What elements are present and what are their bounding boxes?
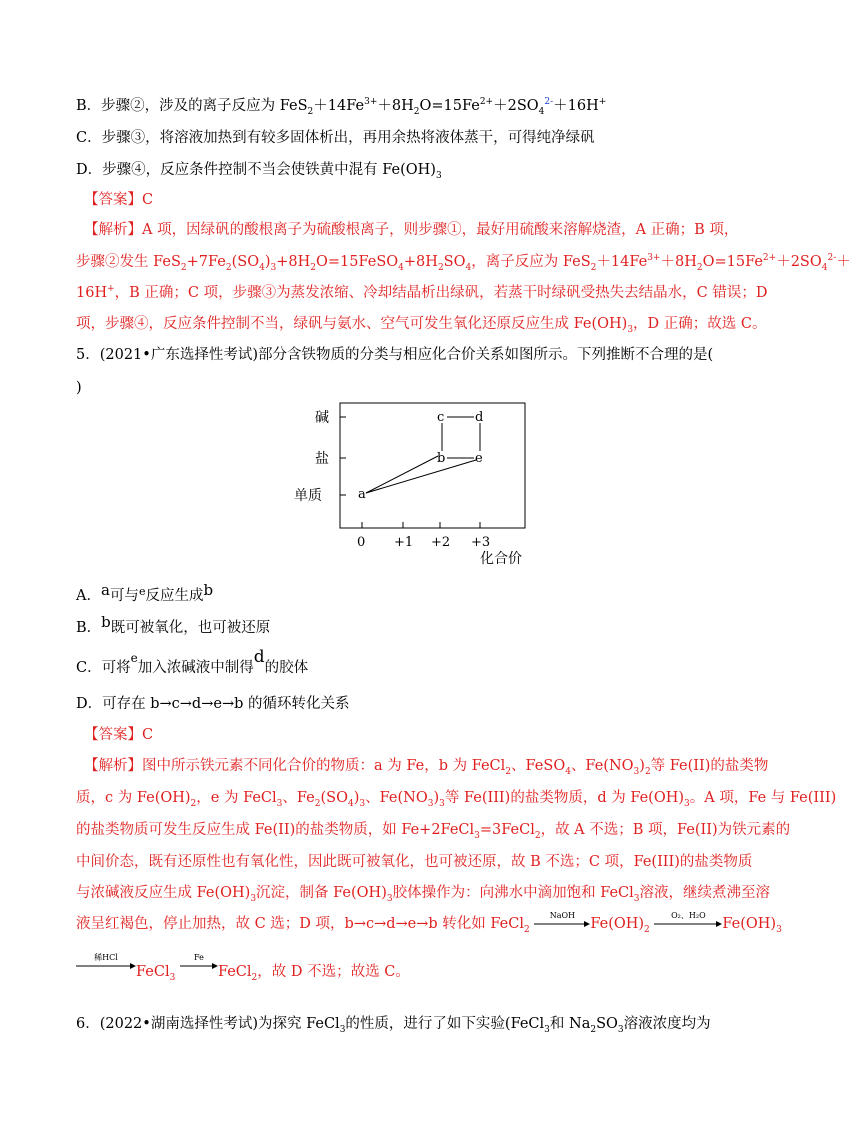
explanation-label: 【解析】 bbox=[84, 758, 142, 774]
q4-explanation-line-3: 16H+，B 正确；C 项，步骤③为蒸发浓缩、冷却结晶析出绿矾，若蒸干时绿矾受热失去结晶水，C 错误；D bbox=[76, 284, 768, 301]
diagram-svg bbox=[290, 395, 550, 565]
arrow-label: 稀HCl bbox=[94, 953, 118, 962]
q4-option-b: B．步骤②，涉及的离子反应为 $FeS_2+14Fe^{3+}+8H_2O=15Fe^{2+}+2SO_4^{2-}+16H^+$ bbox=[76, 97, 607, 117]
q5-stem-line-2: ) bbox=[76, 380, 82, 396]
x-tick-2: +2 bbox=[431, 535, 451, 550]
symbol-d: d bbox=[253, 647, 265, 667]
reaction-arrow-naoh bbox=[534, 911, 590, 928]
reaction-arrow-hcl bbox=[76, 953, 136, 970]
option-text: 的胶体 bbox=[264, 660, 309, 676]
q5-option-d: D．可存在 b→c→d→e→b 的循环转化关系 bbox=[76, 696, 350, 712]
q5-explanation-line-7 bbox=[76, 953, 410, 983]
arrow-label: NaOH bbox=[549, 911, 575, 920]
option-text: 既可被氧化，也可被还原 bbox=[110, 620, 271, 636]
q5-explanation-line-4: 中间价态，既有还原性也有氧化性，因此既可被氧化，也可被还原，故 B 不选；C 项，Fe(III)的盐类物质 bbox=[76, 854, 753, 870]
explanation-text: FeCl$_2$，故 D 不选；故选 C。 bbox=[217, 964, 410, 983]
point-b: b bbox=[437, 451, 446, 466]
option-letter: A． bbox=[76, 588, 101, 604]
q5-explanation-line-1 bbox=[84, 756, 768, 776]
q5-explanation-line-2: 质，c 为 $Fe(OH)_2$，e 为 FeCl$_3$、$Fe_2(SO_4)_3$、$Fe(NO_3)_3$等 Fe(III)的盐类物质，d 为 $Fe(OH)_3$。A 项，Fe 与 Fe(III) bbox=[76, 790, 837, 809]
q6-stem-line-1: 6．(2022•湖南选择性考试)为探究 FeCl$_3$的性质，进行了如下实验(FeCl$_3$和 $Na_2SO_3$溶液浓度均为 bbox=[76, 1016, 711, 1035]
explanation-text: FeCl$_3$ bbox=[136, 964, 176, 983]
reaction-arrow-fe bbox=[180, 953, 218, 970]
explanation-text: $Fe(OH)_3$ bbox=[722, 916, 782, 935]
arrow-label: O₂、H₂O bbox=[671, 911, 706, 920]
x-tick-0: 0 bbox=[357, 535, 366, 550]
q5-explanation-line-6 bbox=[76, 911, 782, 935]
q5-explanation-line-5: 与浓碱液反应生成 $Fe(OH)_3$沉淀，制备 $Fe(OH)_3$胶体操作为：向沸水中滴加饱和 FeCl$_3$溶液，继续煮沸至溶 bbox=[76, 885, 771, 904]
q4-answer: 【答案】C bbox=[84, 192, 154, 208]
explanation-text: A 项，因绿矾的酸根离子为硫酸根离子，则步骤①，最好用硫酸来溶解烧渣，A 正确；B 项， bbox=[142, 222, 739, 238]
q4-explanation-line-2: 步骤②发生 $FeS_2+7Fe_2(SO_4)_3+8H_2O=15FeSO_4+8H_2SO_4$，离子反应为 $FeS_2+14Fe^{3+}+8H_2O=15Fe^{2+}+2SO_4^{2-}+$ bbox=[76, 253, 851, 273]
valence-category-diagram bbox=[290, 395, 550, 569]
q5-option-a bbox=[76, 581, 214, 607]
point-e: e bbox=[475, 451, 483, 466]
symbol-a: a bbox=[100, 581, 110, 599]
symbol-e: e bbox=[130, 651, 138, 665]
point-c: c bbox=[437, 410, 445, 425]
explanation-text: $Fe(OH)_2$ bbox=[590, 916, 650, 935]
reaction-arrow-o2-h2o bbox=[654, 911, 722, 928]
option-text: 加入浓碱液中制得 bbox=[137, 660, 254, 676]
x-axis-label: 化合价 bbox=[480, 551, 522, 567]
explanation-text: 图中所示铁元素不同化合价的物质：a 为 Fe，b 为 FeCl$_2$、FeSO$_4$、$Fe(NO_3)_2$等 Fe(II)的盐类物 bbox=[142, 758, 769, 777]
symbol-b: b bbox=[101, 613, 111, 631]
y-label-salt: 盐 bbox=[315, 451, 329, 467]
x-tick-1: +1 bbox=[394, 535, 414, 550]
q5-option-c bbox=[76, 647, 309, 678]
explanation-text: 液呈红褐色，停止加热，故 C 选；D 项，b→c→d→e→b 转化如 FeCl$_2$ bbox=[76, 916, 530, 935]
option-letter: B． bbox=[76, 620, 102, 636]
q4-option-c: C．步骤③，将溶液加热到有较多固体析出，再用余热将液体蒸干，可得纯净绿矾 bbox=[76, 130, 595, 146]
option-text: 反应生成 bbox=[145, 588, 204, 604]
q4-explanation-line-1 bbox=[84, 220, 738, 240]
explanation-label: 【解析】 bbox=[84, 222, 142, 238]
point-d: d bbox=[475, 410, 484, 425]
option-text: 可与 bbox=[109, 588, 139, 604]
symbol-e: e bbox=[138, 585, 146, 598]
y-label-element: 单质 bbox=[294, 488, 322, 504]
y-label-base: 碱 bbox=[315, 410, 329, 426]
point-a: a bbox=[358, 487, 366, 502]
option-text: C．可将 bbox=[76, 660, 131, 676]
arrow-label: Fe bbox=[194, 953, 204, 962]
q5-answer: 【答案】C bbox=[84, 727, 154, 743]
symbol-b: b bbox=[203, 581, 214, 599]
q4-explanation-line-4: 项，步骤④，反应条件控制不当，绿矾与氨水、空气可发生氧化还原反应生成 $Fe(OH)_3$，D 正确；故选 C。 bbox=[76, 316, 767, 335]
q4-option-d: D．步骤④，反应条件控制不当会使铁黄中混有 $Fe(OH)_3$ bbox=[76, 162, 442, 181]
q5-explanation-line-3: 的盐类物质可发生反应生成 Fe(II)的盐类物质，如 Fe+2FeCl$_3$=3FeCl$_2$，故 A 不选；B 项，Fe(II)为铁元素的 bbox=[76, 822, 791, 841]
q5-stem-line-1: 5．(2021•广东选择性考试)部分含铁物质的分类与相应化合价关系如图所示。下列推断不合理的是( bbox=[76, 347, 714, 363]
q5-option-b bbox=[76, 613, 271, 638]
x-tick-3: +3 bbox=[471, 535, 491, 550]
